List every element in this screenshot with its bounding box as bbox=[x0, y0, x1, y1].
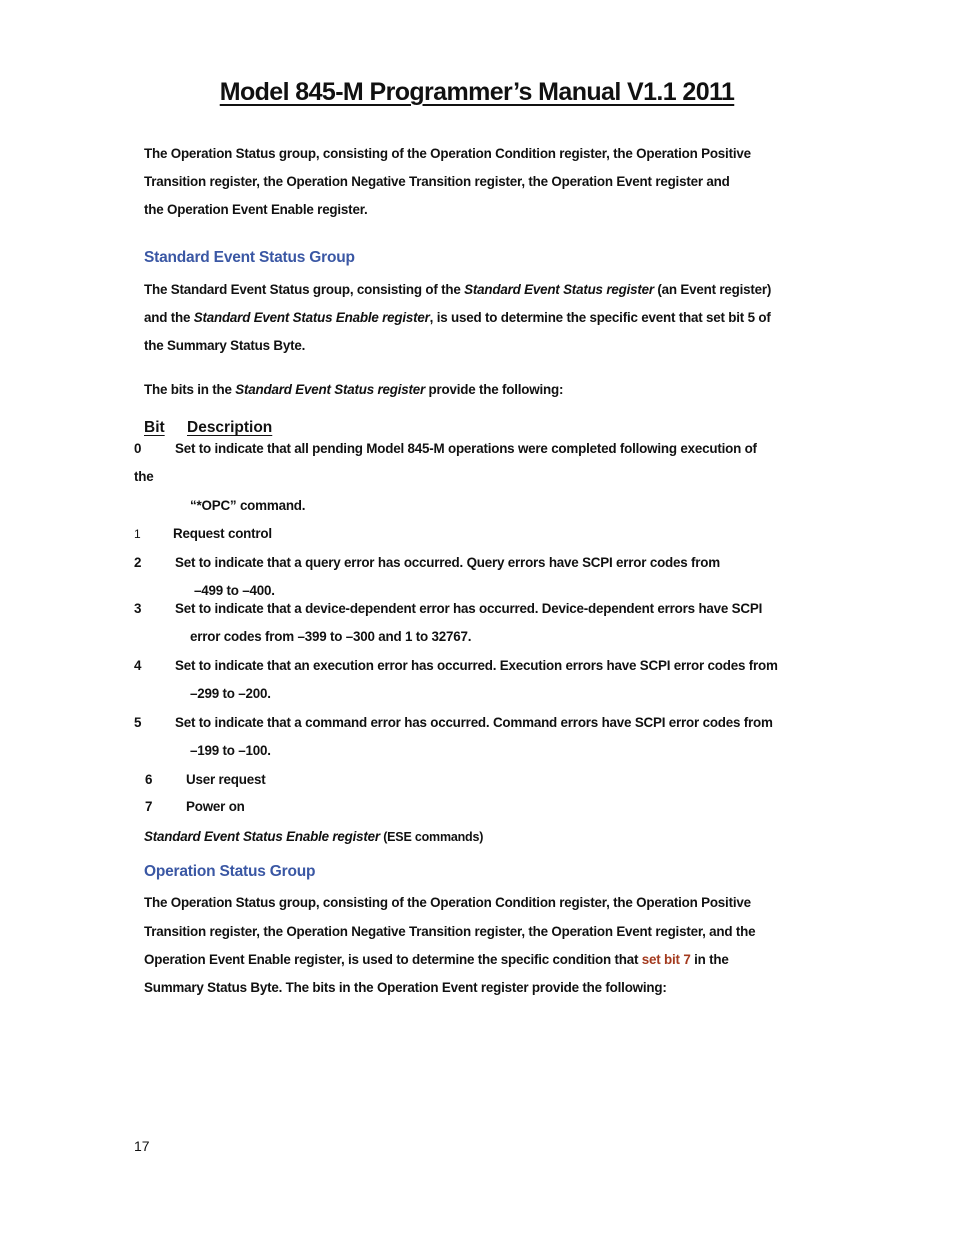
ses-heading: Standard Event Status Group bbox=[144, 249, 355, 266]
ses-paragraph-line-1: The Standard Event Status group, consisting of the Standard Event Status register (an Event register) bbox=[144, 282, 772, 297]
ses-paragraph-line-3: the Summary Status Byte. bbox=[144, 338, 306, 353]
bit-0-desc-line-1: Set to indicate that all pending Model 845-M operations were completed following execution of bbox=[175, 441, 757, 456]
page-number: 17 bbox=[134, 1138, 150, 1154]
intro-line-1: The Operation Status group, consisting of the Operation Condition register, the Operation Positive bbox=[144, 146, 751, 161]
bit-4-number: 4 bbox=[134, 658, 142, 673]
bit-2-desc-line-2: –499 to –400. bbox=[194, 583, 275, 598]
osg-heading: Operation Status Group bbox=[144, 863, 316, 880]
osg-line-4: Summary Status Byte. The bits in the Operation Event register provide the following: bbox=[144, 980, 667, 995]
bit-0-number: 0 bbox=[134, 441, 142, 456]
osg-line-3: Operation Event Enable register, is used to determine the specific condition that set bit 7 in the bbox=[144, 952, 729, 967]
ses-bits-intro: The bits in the Standard Event Status register provide the following: bbox=[144, 382, 564, 397]
bit-5-desc-line-1: Set to indicate that a command error has occurred. Command errors have SCPI error codes from bbox=[175, 715, 773, 730]
set-bit-7-highlight: set bit 7 bbox=[641, 952, 691, 967]
page-title: Model 845-M Programmer’s Manual V1.1 2011 bbox=[219, 78, 735, 106]
ese-footer-line: Standard Event Status Enable register (ESE commands) bbox=[144, 829, 484, 844]
bit-2-number: 2 bbox=[134, 555, 142, 570]
bit-5-desc-line-2: –199 to –100. bbox=[190, 743, 271, 758]
ses-paragraph-line-2: and the Standard Event Status Enable register, is used to determine the specific event that set bit 5 of bbox=[144, 310, 771, 325]
bit-0-desc-line-2: the bbox=[134, 469, 154, 484]
bit-3-number: 3 bbox=[134, 601, 142, 616]
bit-7-number: 7 bbox=[145, 799, 153, 814]
bit-2-desc-line-1: Set to indicate that a query error has occurred. Query errors have SCPI error codes from bbox=[175, 555, 720, 570]
bit-4-desc-line-2: –299 to –200. bbox=[190, 686, 271, 701]
bit-5-number: 5 bbox=[134, 715, 142, 730]
intro-line-3: the Operation Event Enable register. bbox=[144, 202, 368, 217]
intro-line-2: Transition register, the Operation Negative Transition register, the Operation Event register and bbox=[144, 174, 730, 189]
bit-7-desc-line-1: Power on bbox=[186, 799, 245, 814]
bit-4-desc-line-1: Set to indicate that an execution error has occurred. Execution errors have SCPI error codes from bbox=[175, 658, 778, 673]
osg-line-2: Transition register, the Operation Negative Transition register, the Operation Event register, and the bbox=[144, 924, 756, 939]
bit-1-number: 1 bbox=[134, 527, 141, 541]
bit-0-desc-line-3: “*OPC” command. bbox=[190, 498, 306, 513]
bit-3-desc-line-1: Set to indicate that a device-dependent error has occurred. Device-dependent errors have SCPI bbox=[175, 601, 763, 616]
bit-6-number: 6 bbox=[145, 772, 153, 787]
bit-3-desc-line-2: error codes from –399 to –300 and 1 to 32767. bbox=[190, 629, 472, 644]
osg-line-1: The Operation Status group, consisting of the Operation Condition register, the Operation Positive bbox=[144, 895, 751, 910]
table-header-description: Description bbox=[187, 419, 273, 436]
bit-1-desc-line-1: Request control bbox=[173, 526, 272, 541]
bit-6-desc-line-1: User request bbox=[186, 772, 266, 787]
table-header-bit: Bit bbox=[144, 419, 165, 436]
